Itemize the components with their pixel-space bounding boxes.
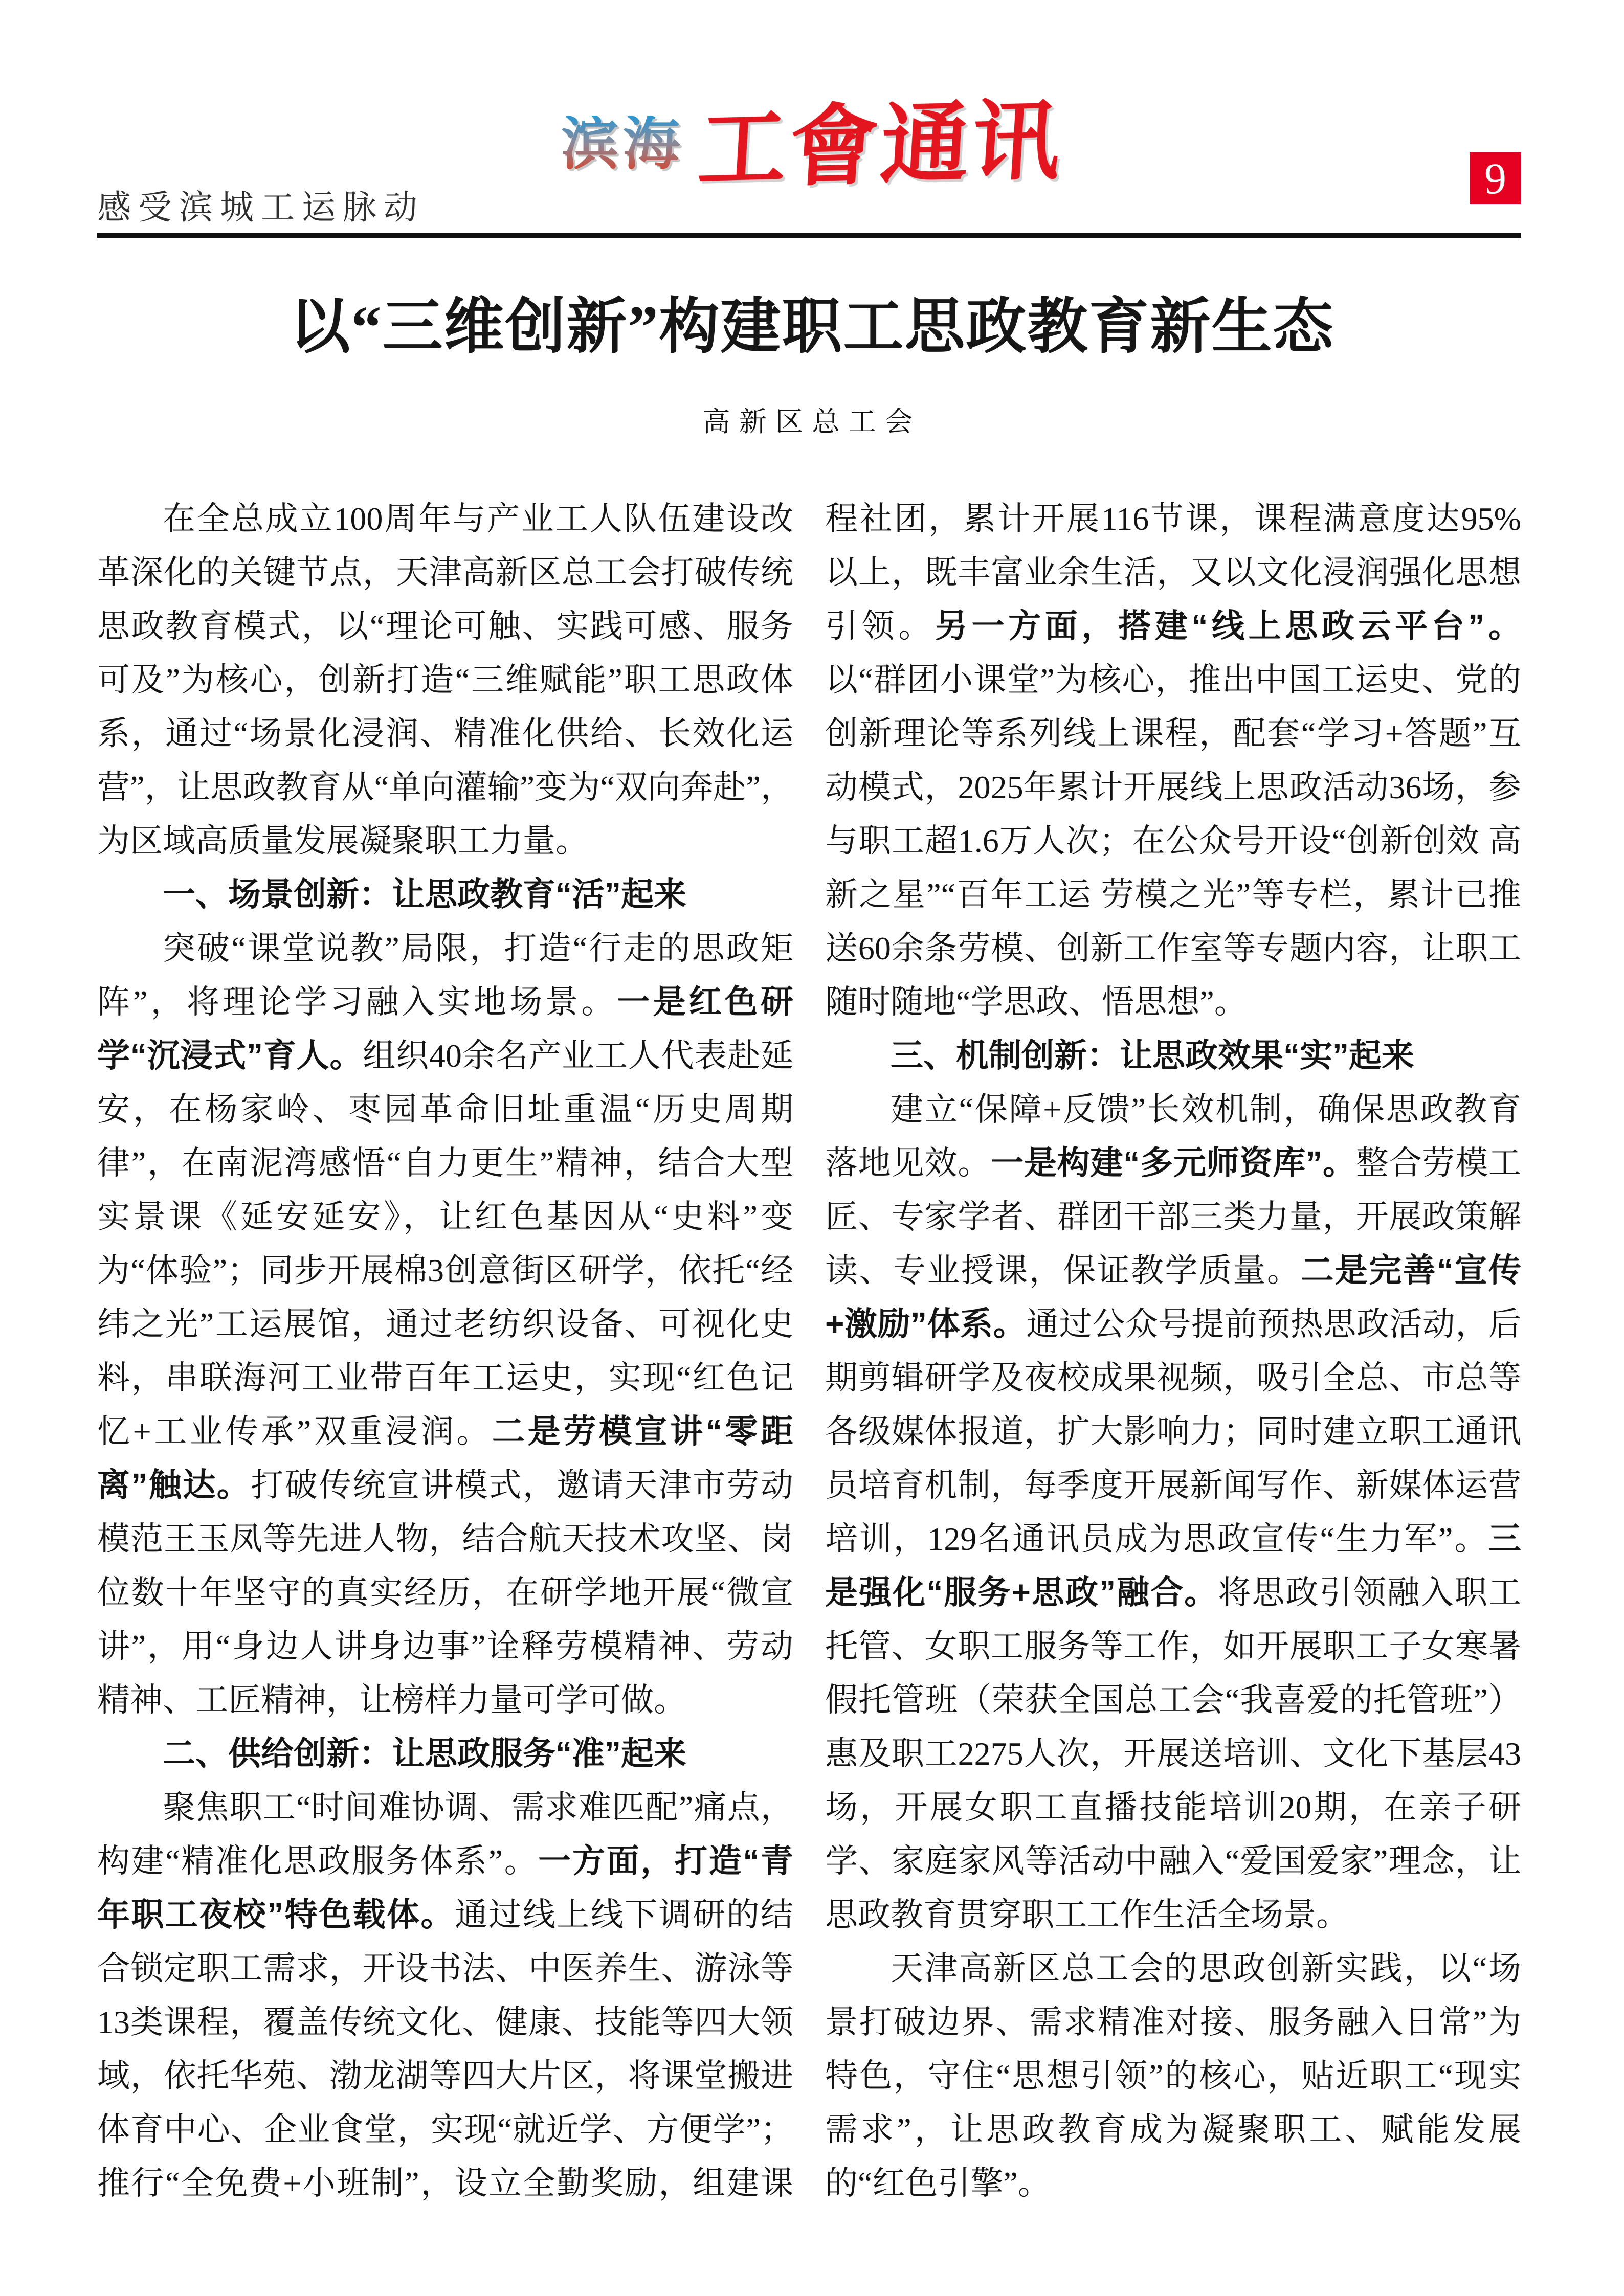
- page-number: 9: [1484, 153, 1506, 203]
- masthead-title-text: 工會通讯: [695, 93, 1066, 200]
- bold-run: 一方面，打造“青年职工夜校”特色载体。: [97, 1842, 794, 1933]
- text-run: 天津高新区总工会的思政创新实践，以“场景打破边界、需求精准对接、服务融入日常”为特色，守住“思想引领”的核心，贴近职工“现实需求”，让思政教育成为凝聚职工、赋能发展的“红色引擎”。: [825, 1950, 1521, 2201]
- header-divider: [97, 233, 1521, 238]
- article-paragraph: [97, 921, 793, 1727]
- article-paragraph: [825, 1942, 1521, 2210]
- section-heading: [825, 1029, 1521, 1083]
- text-run: 整合劳模工匠、专家学者、群团干部三类力量，开展政策解读、专业授课，保证教学质量。: [825, 1145, 1522, 1289]
- bold-run: 一、场景创新：让思政教育“活”起来: [163, 876, 686, 913]
- section-label: 感受滨城工运脉动: [97, 188, 425, 226]
- text-run: 聚焦职工“时间难协调、需求难匹配”痛点，构建“精准化思政服务体系”。: [97, 1789, 793, 1879]
- bold-run: 三是强化“服务+思政”融合。: [825, 1520, 1521, 1611]
- bold-run: 二是完善“宣传+激励”体系。: [825, 1252, 1522, 1342]
- text-run: 通过公众号提前预热思政活动，后期剪辑研学及夜校成果视频，吸引全总、市总等各级媒体报道，扩大影响力；同时建立职工通讯员培育机制，每季度开展新闻写作、新媒体运营培训，129名通讯员成为思政宣传“生力军”。: [825, 1306, 1521, 1557]
- article-paragraph: [825, 1083, 1521, 1942]
- article-paragraph: [97, 492, 793, 868]
- text-run: 以“群团小课堂”为核心，推出中国工运史、党的创新理论等系列线上课程，配套“学习+答题”互动模式，2025年累计开展线上思政活动36场，参与职工超1.6万人次；在公众号开设“创新创效 高新之星”“百年工运 劳模之光”等专栏，累计已推送60余条劳模、创新工作室等专题内容，让职工随时随地“学思政、悟思想”。: [825, 662, 1521, 1020]
- text-run: 组织40余名产业工人代表赴延安，在杨家岭、枣园革命旧址重温“历史周期律”，在南泥湾感悟“自力更生”精神，结合大型实景课《延安延安》，让红色基因从“史料”变为“体验”；同步开展棉3创意街区研学，依托“经纬之光”工运展馆，通过老纺织设备、可视化史料，串联海河工业带百年工运史，实现“红色记忆+工业传承”双重浸润。: [97, 1038, 794, 1450]
- text-run: 在全总成立100周年与产业工人队伍建设改革深化的关键节点，天津高新区总工会打破传统思政教育模式，以“理论可触、实践可感、服务可及”为核心，创新打造“三维赋能”职工思政体系，通过“场景化浸润、精准化供给、长效化运营”，让思政教育从“单向灌输”变为“双向奔赴”，为区域高质量发展凝聚职工力量。: [97, 501, 793, 859]
- page-number-badge: [1470, 152, 1521, 204]
- article-title: 以“三维创新”构建职工思政教育新生态: [290, 294, 1334, 361]
- text-run: 建立“保障+反馈”长效机制，确保思政教育落地见效。: [825, 1091, 1521, 1181]
- text-run: 突破“课堂说教”局限，打造“行走的思政矩阵”，将理论学习融入实地场景。: [97, 930, 793, 1020]
- masthead-logo: [561, 93, 1066, 200]
- bold-run: 一是红色研学“沉浸式”育人。: [97, 983, 793, 1074]
- text-run: 打破传统宣讲模式，邀请天津市劳动模范王玉凤等先进人物，结合航天技术攻坚、岗位数十年坚守的真实经历，在研学地开展“微宣讲”，用“身边人讲身边事”诠释劳模精神、劳动精神、工匠精神，让榜样力量可学可做。: [97, 1467, 793, 1718]
- article-byline: 高新区总工会: [702, 407, 922, 437]
- bold-run: 另一方面，搭建“线上思政云平台”。: [935, 607, 1522, 644]
- bold-run: 三、机制创新：让思政效果“实”起来: [891, 1037, 1414, 1074]
- section-heading: [97, 868, 793, 921]
- article-body: [97, 492, 1521, 2210]
- bold-run: 一是构建“多元师资库”。: [991, 1144, 1356, 1181]
- bold-run: 二、供给创新：让思政服务“准”起来: [163, 1735, 686, 1772]
- bold-run: 二是劳模宣讲“零距离”触达。: [97, 1413, 793, 1503]
- section-heading: [97, 1727, 793, 1781]
- text-run: 通过线上线下调研的结合锁定职工需求，开设书法、中医养生、游泳等13类课程，覆盖传统文化、健康、技能等四大领域，依托华苑、渤龙湖等四大片区，将课堂搬进体育中心、企业食堂，实现“就近学、方便学”；推行“全免费+小班制”，设立全勤奖励，组建课程社团，累计开展116节课，课程满意度达95%以上，既丰富业余生活，又以文化浸润强化思想引领。: [97, 501, 1521, 2201]
- text-run: 将思政引领融入职工托管、女职工服务等工作，如开展职工子女寒暑假托管班（荣获全国总工会“我喜爱的托管班”）惠及职工2275人次，开展送培训、文化下基层43场，开展女职工直播技能培训20期，在亲子研学、家庭家风等活动中融入“爱国爱家”理念，让思政教育贯穿职工工作生活全场景。: [825, 1574, 1522, 1933]
- masthead-prefix-text: 滨海: [561, 112, 684, 176]
